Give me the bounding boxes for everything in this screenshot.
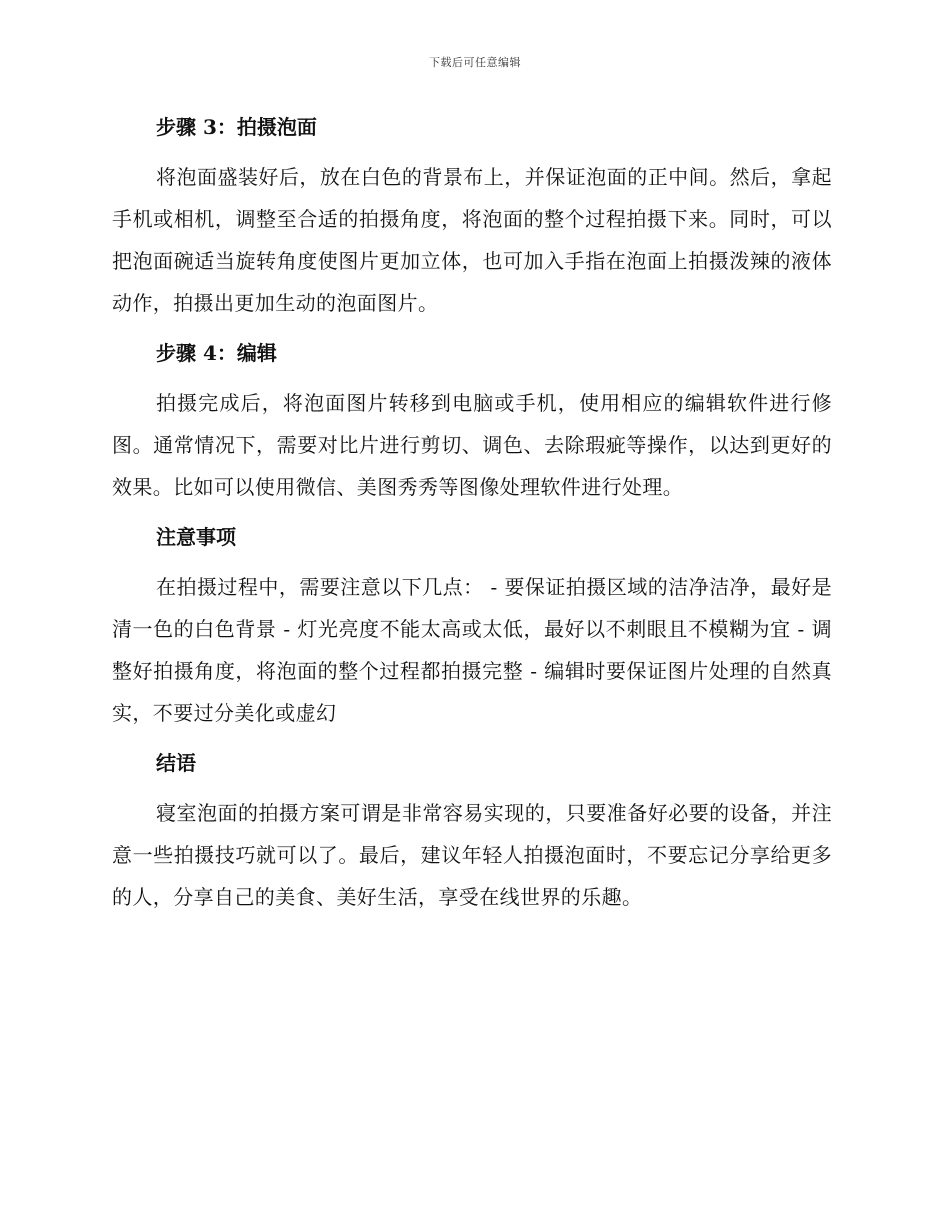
section-paragraph: 将泡面盛装好后，放在白色的背景布上，并保证泡面的正中间。然后，拿起手机或相机，调整至合适的拍摄角度，将泡面的整个过程拍摄下来。同时，可以把泡面碗适当旋转角度使图片更加立体，也可加入手指在泡面上拍摄泼辣的液体动作，拍摄出更加生动的泡面图片。 [112, 165, 832, 315]
section-heading: 结语 [156, 751, 196, 775]
section-heading: 步骤 3：拍摄泡面 [156, 115, 317, 139]
section-notes [112, 520, 832, 734]
section-heading: 注意事项 [156, 525, 236, 549]
section-conclusion [112, 746, 832, 918]
section-step-4 [112, 336, 832, 508]
document-body [112, 110, 832, 930]
section-paragraph: 在拍摄过程中，需要注意以下几点： - 要保证拍摄区域的洁净洁净，最好是清一色的白色背景 - 灯光亮度不能太高或太低，最好以不刺眼且不模糊为宜 - 调整好拍摄角度，将泡面的整个过程都拍摄完整 - 编辑时要保证图片处理的自然真实，不要过分美化或虚幻 [112, 575, 832, 725]
page-header: 下载后可任意编辑 [429, 56, 521, 69]
section-paragraph: 寝室泡面的拍摄方案可谓是非常容易实现的，只要准备好必要的设备，并注意一些拍摄技巧就可以了。最后，建议年轻人拍摄泡面时，不要忘记分享给更多的人，分享自己的美食、美好生活，享受在线世界的乐趣。 [112, 801, 832, 909]
section-paragraph: 拍摄完成后，将泡面图片转移到电脑或手机，使用相应的编辑软件进行修图。通常情况下，需要对比片进行剪切、调色、去除瑕疵等操作，以达到更好的效果。比如可以使用微信、美图秀秀等图像处理软件进行处理。 [112, 391, 832, 499]
section-step-3 [112, 110, 832, 324]
section-heading: 步骤 4：编辑 [156, 341, 277, 365]
